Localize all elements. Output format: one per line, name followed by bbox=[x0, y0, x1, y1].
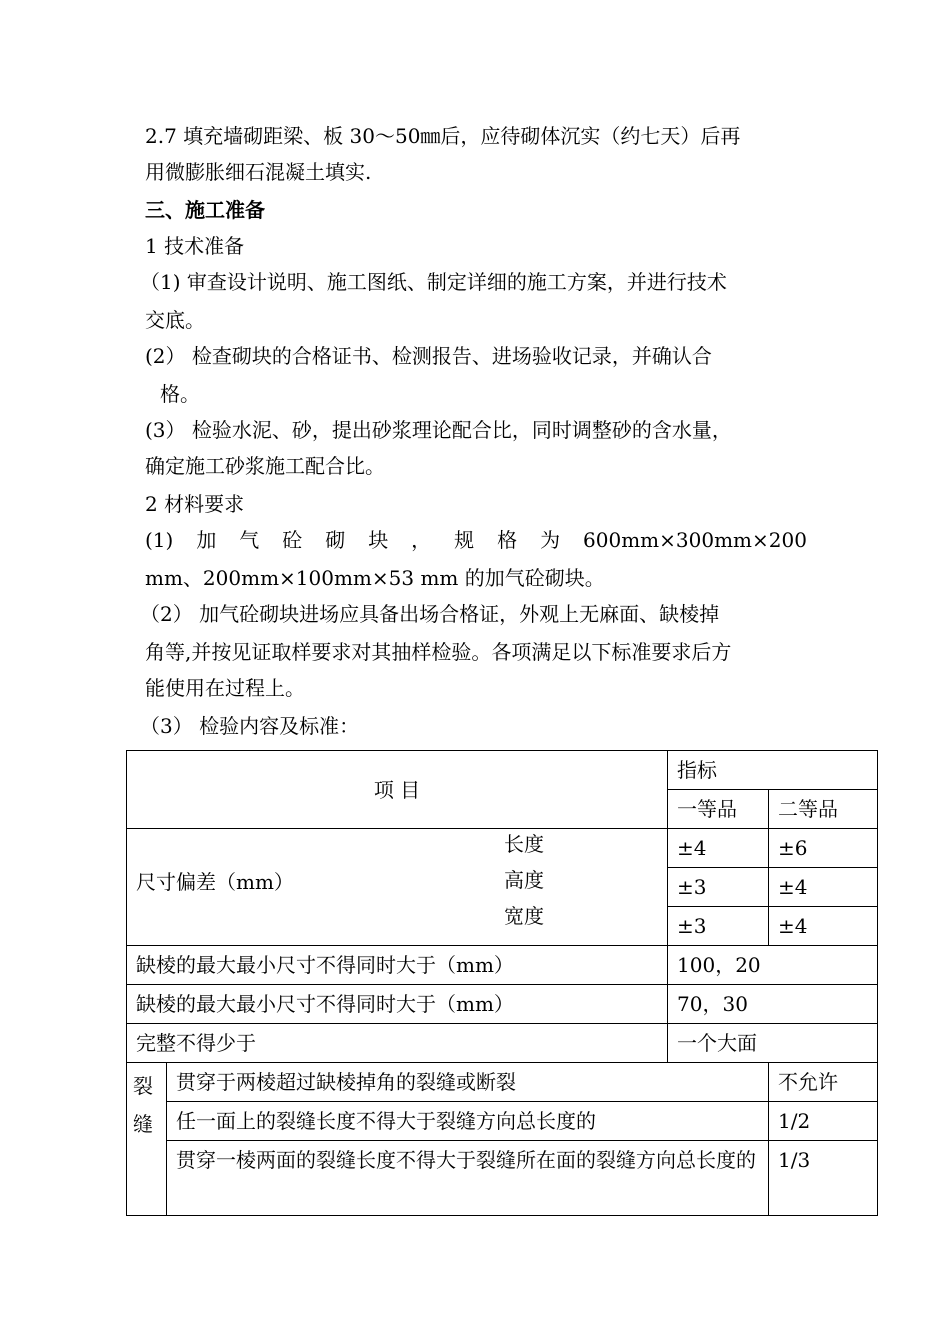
dim-grade-1-value: ±3 bbox=[668, 868, 769, 907]
materials-item-2-line-2: 角等,并按见证取样要求对其抽样检验。各项满足以下标准要求后方 bbox=[145, 640, 732, 664]
token: 格 bbox=[497, 528, 518, 552]
inspection-standard-table bbox=[126, 750, 878, 1216]
dimension-name: 宽度 bbox=[504, 904, 544, 928]
token: 块 bbox=[368, 528, 389, 552]
materials-item-1-line-1 bbox=[145, 522, 807, 558]
section-heading: 三、施工准备 bbox=[145, 198, 265, 222]
materials-title: 2 材料要求 bbox=[145, 492, 245, 516]
completeness-label: 完整不得少于 bbox=[127, 1024, 668, 1063]
dim-grade-1-value: ±3 bbox=[668, 907, 769, 946]
completeness-value: 一个大面 bbox=[668, 1024, 878, 1063]
crack-criterion: 任一面上的裂缝长度不得大于裂缝方向总长度的 bbox=[167, 1102, 769, 1141]
dim-grade-2-value: ±4 bbox=[769, 907, 878, 946]
dimension-deviation-cell bbox=[127, 829, 668, 946]
crack-criterion: 贯穿于两棱超过缺棱掉角的裂缝或断裂 bbox=[167, 1063, 769, 1102]
missing-edge-value: 100，20 bbox=[668, 946, 878, 985]
tech-prep-title: 1 技术准备 bbox=[145, 234, 245, 258]
materials-item-1-line-2: mm、200mm×100mm×53 mm 的加气砼砌块。 bbox=[145, 566, 605, 590]
dimension-name: 长度 bbox=[504, 832, 544, 856]
tech-item-2-line-1: (2） 检查砌块的合格证书、检测报告、进场验收记录，并确认合 bbox=[145, 344, 712, 368]
dimension-deviation-label: 尺寸偏差（mm） bbox=[136, 870, 294, 894]
token: 为 bbox=[540, 528, 561, 552]
crack-value: 不允许 bbox=[769, 1063, 878, 1102]
tech-item-1-line-1: （1) 审查设计说明、施工图纸、制定详细的施工方案，并进行技术 bbox=[140, 270, 727, 294]
token: 砼 bbox=[282, 528, 303, 552]
token: 规 bbox=[454, 528, 475, 552]
dim-grade-2-value: ±6 bbox=[769, 829, 878, 868]
missing-edge-label: 缺棱的最大最小尺寸不得同时大于（mm） bbox=[127, 985, 668, 1024]
token: ， bbox=[411, 528, 432, 552]
crack-value: 1/2 bbox=[769, 1102, 878, 1141]
crack-group-label: 裂缝 bbox=[127, 1063, 167, 1216]
token: 加 bbox=[196, 528, 217, 552]
token: 600mm×300mm×200 bbox=[583, 528, 807, 552]
materials-item-2-line-1: （2） 加气砼砌块进场应具备出场合格证，外观上无麻面、缺棱掉 bbox=[140, 602, 720, 626]
header-grade-1: 一等品 bbox=[668, 790, 769, 829]
missing-edge-value: 70，30 bbox=[668, 985, 878, 1024]
token: 砌 bbox=[325, 528, 346, 552]
dim-grade-1-value: ±4 bbox=[668, 829, 769, 868]
token: 气 bbox=[239, 528, 260, 552]
token: (1) bbox=[145, 528, 174, 552]
materials-item-2-line-3: 能使用在过程上。 bbox=[145, 676, 305, 700]
materials-item-3: （3） 检验内容及标准： bbox=[140, 714, 360, 738]
tech-item-3-line-1: (3） 检验水泥、砂，提出砂浆理论配合比，同时调整砂的含水量， bbox=[145, 418, 732, 442]
crack-value: 1/3 bbox=[769, 1141, 878, 1216]
missing-edge-label: 缺棱的最大最小尺寸不得同时大于（mm） bbox=[127, 946, 668, 985]
dimension-name: 高度 bbox=[504, 868, 544, 892]
intro-line-1: 2.7 填充墙砌距梁、板 30～50㎜后，应待砌体沉实（约七天）后再 bbox=[145, 124, 741, 148]
header-index: 指标 bbox=[668, 751, 878, 790]
tech-item-2-line-2: 格。 bbox=[160, 382, 200, 406]
tech-item-1-line-2: 交底。 bbox=[145, 308, 205, 332]
dim-grade-2-value: ±4 bbox=[769, 868, 878, 907]
crack-criterion: 贯穿一棱两面的裂缝长度不得大于裂缝所在面的裂缝方向总长度的 bbox=[167, 1141, 769, 1216]
header-item: 项 目 bbox=[127, 751, 668, 829]
tech-item-3-line-2: 确定施工砂浆施工配合比。 bbox=[145, 454, 385, 478]
header-grade-2: 二等品 bbox=[769, 790, 878, 829]
intro-line-2: 用微膨胀细石混凝土填实. bbox=[145, 160, 372, 184]
